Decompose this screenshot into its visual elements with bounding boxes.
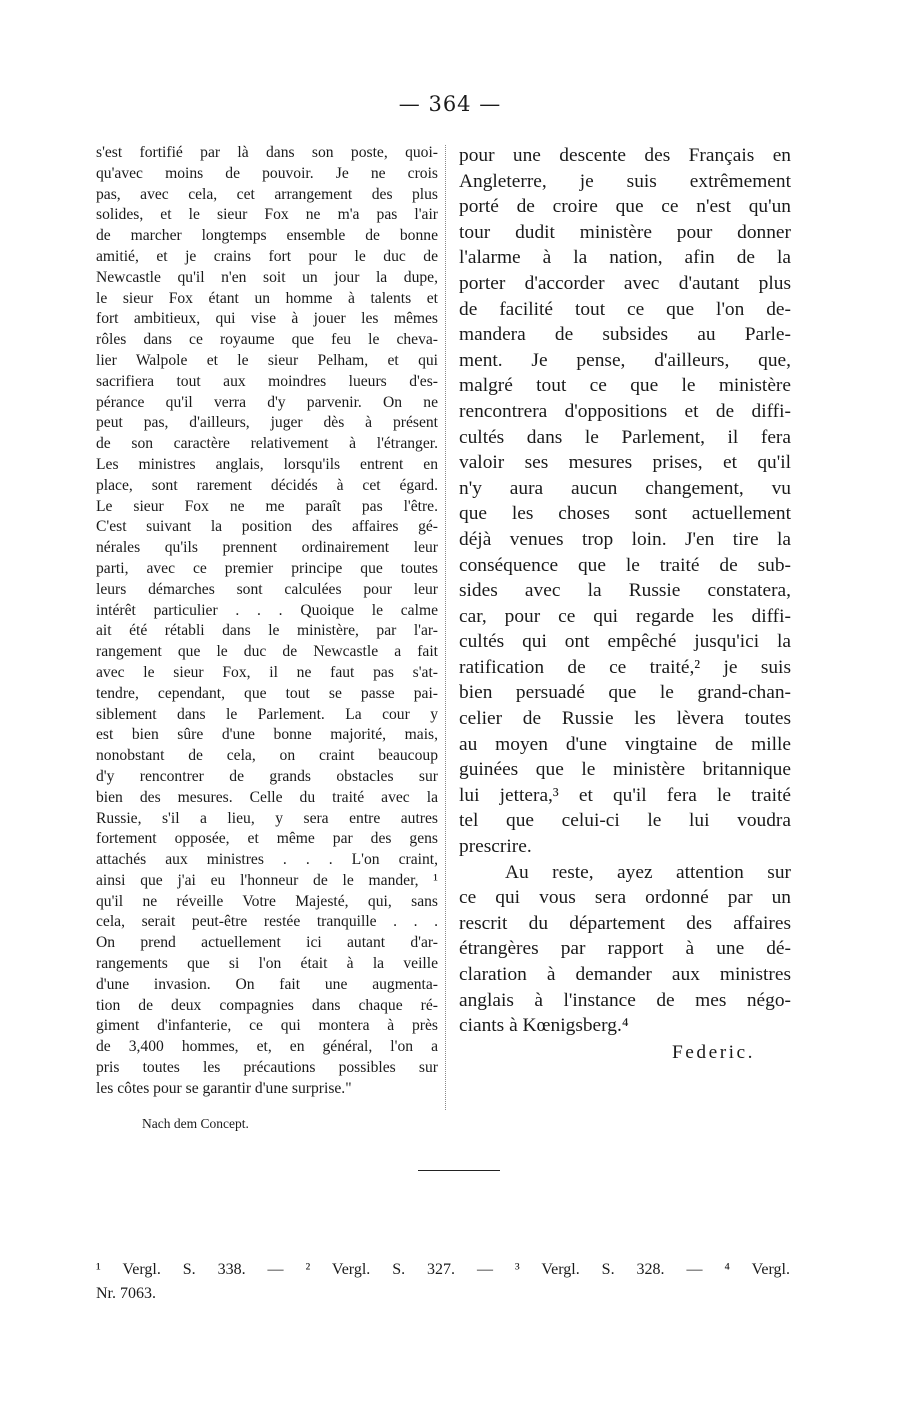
text-line: fortement opposée, et même par des gens: [96, 830, 438, 848]
footnotes: [96, 1258, 790, 1306]
text-line: d'une invasion. On fait une augmenta-: [96, 975, 438, 993]
text-line: cela, serait peut-être restée tranquille . . .: [96, 913, 438, 931]
text-line: pérance qu'il verra d'y parvenir. On ne: [96, 393, 438, 411]
text-line: bien persuadé que le grand-chan-: [459, 682, 791, 704]
text-line: Les ministres anglais, lorsqu'ils entrent en: [96, 455, 438, 473]
separator-rule: [418, 1170, 500, 1171]
text-line: leurs démarches sont calculées pour leur: [96, 580, 438, 598]
text-line: est bien sûre d'une bonne majorité, mais,: [96, 726, 438, 744]
text-line: étrangères par rapport à une dé-: [459, 938, 791, 960]
text-line: ainsi que j'ai eu l'honneur de le mander, ¹: [96, 871, 438, 889]
text-line: attachés aux ministres . . . L'on craint,: [96, 851, 438, 869]
text-line: qu'il ne réveille Votre Majesté, qui, sans: [96, 892, 438, 910]
text-line: claration à demander aux ministres: [459, 964, 791, 985]
text-line: pas, avec cela, cet arrangement des plus: [96, 185, 438, 203]
text-line: guinées que le ministère britannique: [459, 759, 791, 781]
text-line: les côtes pour se garantir d'une surprise.": [96, 1079, 352, 1097]
text-line: Le sieur Fox ne me paraît pas l'être.: [96, 497, 438, 515]
text-line: que les choses sont actuellement: [459, 503, 791, 525]
footnote-line: Nr. 7063.: [96, 1285, 156, 1302]
text-line: mandera de subsides au Parle-: [459, 324, 791, 346]
source-note: Nach dem Concept.: [142, 1116, 249, 1131]
text-line: de facilité tout ce que l'on de-: [459, 298, 791, 320]
text-line: Angleterre, je suis extrêmement: [459, 170, 791, 192]
text-line: prescrire.: [459, 836, 532, 858]
text-line: avec le sieur Fox, il ne faut pas s'at-: [96, 663, 438, 681]
text-line: solides, et le sieur Fox ne m'a pas l'air: [96, 206, 438, 224]
text-line: place, sont rarement décidés à cet égard.: [96, 476, 438, 494]
text-line: parti, avec ce premier principe que toutes: [96, 559, 438, 577]
text-line: C'est suivant la position des affaires gé-: [96, 518, 438, 536]
text-line: Russie, s'il a lieu, y sera entre autres: [96, 809, 438, 827]
text-line: ment. Je pense, d'ailleurs, que,: [459, 349, 791, 371]
text-line: cultés qui ont empêché jusqu'ici la: [459, 631, 791, 653]
text-line: ce qui vous sera ordonné par un: [459, 887, 791, 909]
text-line: rangements que si l'on était à la veille: [96, 955, 438, 973]
text-line: tel que celui-ci le lui voudra: [459, 810, 791, 832]
text-line: pour une descente des Français en: [459, 145, 791, 166]
text-line: car, pour ce qui regarde les diffi-: [459, 605, 791, 627]
text-line: On prend actuellement ici autant d'ar-: [96, 934, 438, 952]
text-line: ratification de ce traité,² je suis: [459, 656, 791, 678]
text-line: qu'avec moins de pouvoir. Je ne crois: [96, 164, 438, 182]
text-line: ciants à Kœnigsberg.⁴: [459, 1015, 629, 1037]
text-line: lui jettera,³ et qu'il fera le traité: [459, 784, 791, 806]
footnote-line: ¹ Vergl. S. 338. — ² Vergl. S. 327. — ³ Vergl. S. 328. — ⁴ Vergl.: [96, 1261, 790, 1278]
text-line: nonobstant de cela, on craint beaucoup: [96, 747, 438, 765]
text-line: d'y rencontrer de grands obstacles sur: [96, 767, 438, 785]
text-line: fort ambitieux, qui vise à jouer les mêmes: [96, 310, 438, 328]
text-line: rescrit du département des affaires: [459, 912, 791, 934]
text-line: valoir ses mesures prises, et qu'il: [459, 452, 791, 474]
left-column-text: [96, 143, 438, 1100]
text-line: rangement que le duc de Newcastle a fait: [96, 643, 438, 661]
text-line: siblement dans le Parlement. La cour y: [96, 705, 438, 723]
text-line: porter d'accorder avec d'autant plus: [459, 272, 791, 294]
text-line: le sieur Fox étant un homme à talents et: [96, 289, 438, 307]
text-line: rencontrera d'oppositions et de diffi-: [459, 400, 791, 422]
text-line: sacrifiera tout aux moindres lueurs d'es-: [96, 372, 438, 390]
signature: Federic.: [672, 1042, 755, 1063]
text-line: Newcastle qu'il n'en soit un jour la dupe,: [96, 268, 438, 286]
text-line: nérales qu'ils prennent ordinairement leur: [96, 539, 438, 557]
text-line: de 3,400 hommes, et, en général, l'on a: [96, 1038, 438, 1056]
text-line: rôles dans ce royaume que feu le cheva-: [96, 331, 438, 349]
text-line: s'est fortifié par là dans son poste, quoi-: [96, 144, 438, 161]
text-line: de son caractère relativement à l'étranger.: [96, 435, 438, 453]
text-line: n'y aura aucun changement, vu: [459, 477, 791, 499]
text-line: de marcher longtemps ensemble de bonne: [96, 227, 438, 245]
text-line: tour dudit ministère pour donner: [459, 221, 791, 243]
text-line: pris toutes les précautions possibles sur: [96, 1059, 438, 1077]
text-line: peut pas, d'ailleurs, juger dès à présent: [96, 414, 438, 432]
text-line: lier Walpole et le sieur Pelham, et qui: [96, 351, 438, 369]
text-line: giment d'infanterie, ce qui montera à près: [96, 1017, 438, 1035]
text-line: bien des mesures. Celle du traité avec la: [96, 788, 438, 806]
text-line: amitié, et je crains fort pour le duc de: [96, 247, 438, 265]
column-divider: [445, 145, 446, 1110]
text-line: celier de Russie les lèvera toutes: [459, 708, 791, 730]
text-line: ait été rétabli dans le ministère, par l'ar-: [96, 622, 438, 640]
text-line: déjà venues trop loin. J'en tire la: [459, 528, 791, 550]
text-line: malgré tout ce que le ministère: [459, 375, 791, 397]
page-number: — 364 —: [398, 92, 502, 116]
text-line: cultés dans le Parlement, il fera: [459, 426, 791, 448]
text-line: l'alarme à la nation, afin de la: [459, 247, 791, 269]
text-line: Au reste, ayez attention sur: [505, 861, 791, 883]
right-column-text: [459, 143, 791, 1039]
text-line: au moyen d'une vingtaine de mille: [459, 733, 791, 755]
text-line: tion de deux compagnies dans chaque ré-: [96, 996, 438, 1014]
text-line: porté de croire que ce n'est qu'un: [459, 196, 791, 218]
text-line: intérêt particulier . . . Quoique le calme: [96, 601, 438, 619]
text-line: sides avec la Russie constatera,: [459, 580, 791, 602]
text-line: anglais à l'instance de mes négo-: [459, 989, 791, 1011]
text-line: tendre, cependant, que tout se passe pai-: [96, 684, 438, 702]
text-line: conséquence que le traité de sub-: [459, 554, 791, 576]
